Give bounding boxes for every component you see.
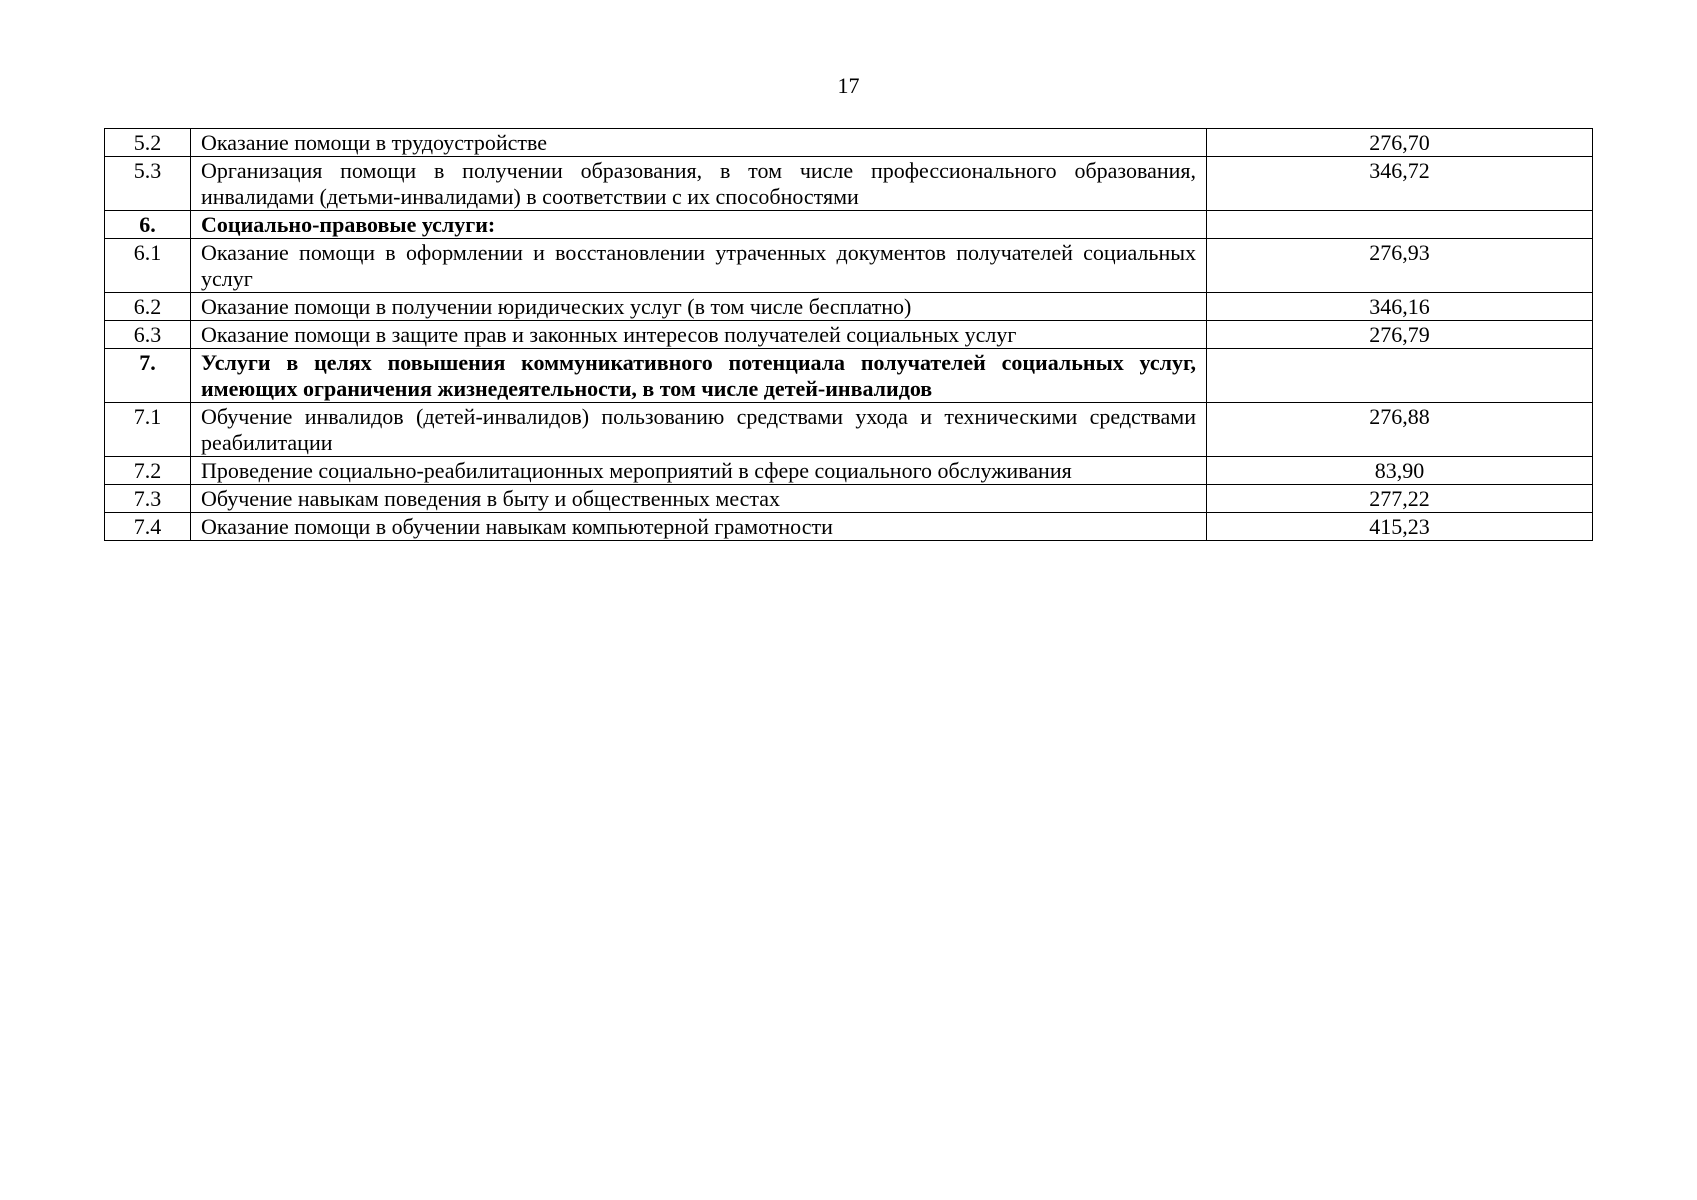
row-number: 7.3 xyxy=(105,485,191,513)
service-name: Оказание помощи в трудоустройстве xyxy=(191,129,1207,157)
service-price: 83,90 xyxy=(1207,457,1593,485)
service-name: Проведение социально-реабилитационных мероприятий в сфере социального обслуживания xyxy=(191,457,1207,485)
service-name: Обучение инвалидов (детей-инвалидов) пользованию средствами ухода и техническими средствами реабилитации xyxy=(191,403,1207,457)
service-name: Оказание помощи в защите прав и законных интересов получателей социальных услуг xyxy=(191,321,1207,349)
service-price: 277,22 xyxy=(1207,485,1593,513)
table-row xyxy=(105,457,1593,485)
service-price: 276,88 xyxy=(1207,403,1593,457)
table-row xyxy=(105,239,1593,293)
row-number: 6.2 xyxy=(105,293,191,321)
section-number: 7. xyxy=(105,349,191,403)
services-price-table xyxy=(104,128,1593,541)
row-number: 6.1 xyxy=(105,239,191,293)
section-price xyxy=(1207,211,1593,239)
table-row xyxy=(105,157,1593,211)
table-row xyxy=(105,293,1593,321)
row-number: 7.4 xyxy=(105,513,191,541)
section-header-row xyxy=(105,349,1593,403)
row-number: 7.2 xyxy=(105,457,191,485)
service-price: 276,70 xyxy=(1207,129,1593,157)
table-row xyxy=(105,403,1593,457)
row-number: 5.3 xyxy=(105,157,191,211)
service-price: 415,23 xyxy=(1207,513,1593,541)
service-price: 276,79 xyxy=(1207,321,1593,349)
table-row xyxy=(105,129,1593,157)
section-price xyxy=(1207,349,1593,403)
service-name: Организация помощи в получении образования, в том числе профессионального образования, инвалидами (детьми-инвалидами) в соответствии с их способностями xyxy=(191,157,1207,211)
service-name: Оказание помощи в обучении навыкам компьютерной грамотности xyxy=(191,513,1207,541)
row-number: 5.2 xyxy=(105,129,191,157)
service-name: Оказание помощи в оформлении и восстановлении утраченных документов получателей социальных услуг xyxy=(191,239,1207,293)
service-name: Оказание помощи в получении юридических услуг (в том числе бесплатно) xyxy=(191,293,1207,321)
row-number: 6.3 xyxy=(105,321,191,349)
section-number: 6. xyxy=(105,211,191,239)
table-row xyxy=(105,485,1593,513)
row-number: 7.1 xyxy=(105,403,191,457)
section-title: Услуги в целях повышения коммуникативного потенциала получателей социальных услуг, имеющих ограничения жизнедеятельности, в том числе детей-инвалидов xyxy=(191,349,1207,403)
service-price: 346,16 xyxy=(1207,293,1593,321)
table-row xyxy=(105,321,1593,349)
section-header-row xyxy=(105,211,1593,239)
section-title: Социально-правовые услуги: xyxy=(191,211,1207,239)
service-price: 276,93 xyxy=(1207,239,1593,293)
table-row xyxy=(105,513,1593,541)
page-number: 17 xyxy=(837,73,860,98)
service-price: 346,72 xyxy=(1207,157,1593,211)
service-name: Обучение навыкам поведения в быту и общественных местах xyxy=(191,485,1207,513)
